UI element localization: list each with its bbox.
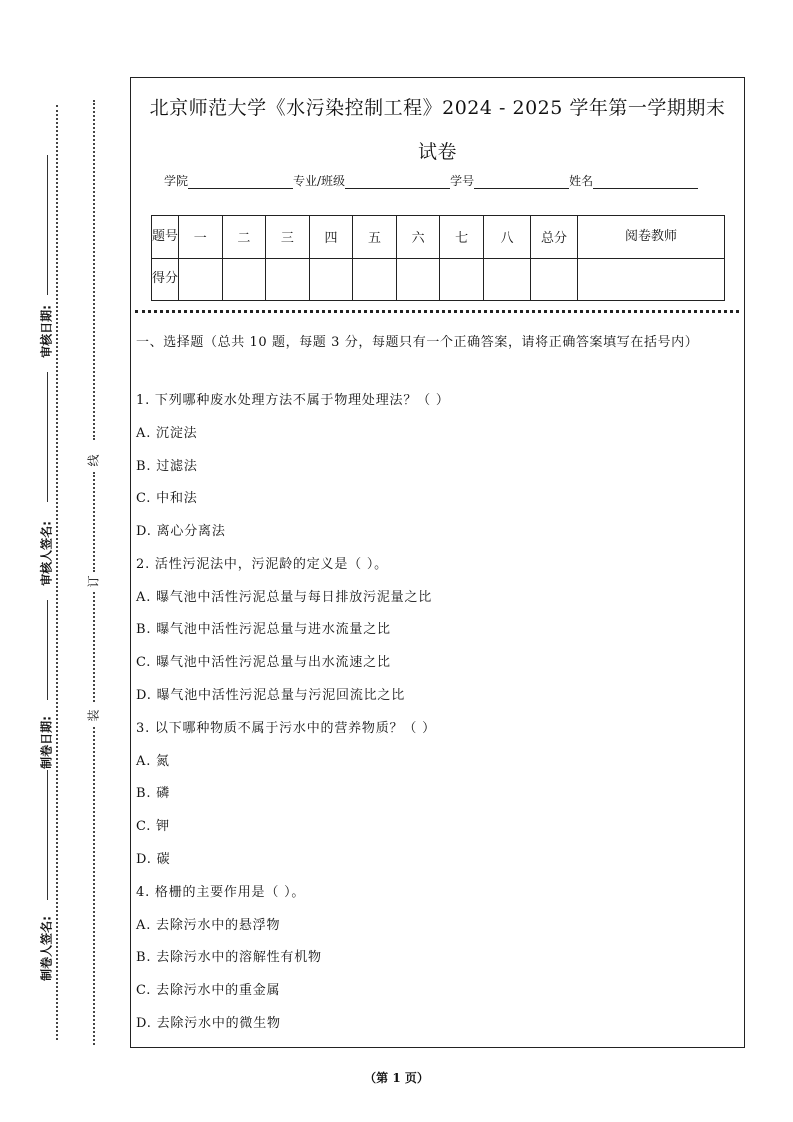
name-label: 姓名 xyxy=(569,174,594,188)
cut-line-seg-2 xyxy=(93,472,95,572)
outer-dotted-line xyxy=(56,105,58,1040)
question-1-option-a: A. 沉淀法 xyxy=(136,426,198,441)
score-q3[interactable] xyxy=(266,258,310,301)
cell-defen: 得分 xyxy=(152,258,179,301)
question-4-option-d: D. 去除污水中的微生物 xyxy=(136,1016,281,1031)
score-q4[interactable] xyxy=(309,258,353,301)
review-date-label: 审核日期: xyxy=(39,305,54,358)
score-q5[interactable] xyxy=(353,258,397,301)
cell-grader: 阅卷教师 xyxy=(578,216,725,259)
question-3-option-a: A. 氮 xyxy=(136,754,170,769)
review-date-line xyxy=(47,155,48,295)
score-q7[interactable] xyxy=(440,258,484,301)
name-field[interactable] xyxy=(593,188,698,189)
question-3-option-b: B. 磷 xyxy=(136,786,171,801)
cell-q2: 二 xyxy=(222,216,266,259)
cell-total: 总分 xyxy=(531,216,578,259)
make-date-line xyxy=(47,600,48,700)
question-1-option-c: C. 中和法 xyxy=(136,491,198,506)
question-3-option-d: D. 碳 xyxy=(136,852,171,867)
cell-q1: 一 xyxy=(179,216,223,259)
score-total[interactable] xyxy=(531,258,578,301)
question-1-option-d: D. 离心分离法 xyxy=(136,524,226,539)
question-4-option-a: A. 去除污水中的悬浮物 xyxy=(136,918,281,933)
zhuang-char: 装 xyxy=(86,709,101,722)
cell-q3: 三 xyxy=(266,216,310,259)
question-4-option-c: C. 去除污水中的重金属 xyxy=(136,983,281,998)
score-q8[interactable] xyxy=(484,258,531,301)
student-info xyxy=(164,172,698,189)
question-2-option-b: B. 曝气池中活性污泥总量与进水流量之比 xyxy=(136,622,391,637)
cell-q6: 六 xyxy=(396,216,440,259)
title-line-2: 试卷 xyxy=(417,141,457,163)
exam-title xyxy=(132,86,743,174)
id-label: 学号 xyxy=(450,174,475,188)
score-q1[interactable] xyxy=(179,258,223,301)
id-field[interactable] xyxy=(474,188,569,189)
cell-tihao: 题号 xyxy=(152,216,179,259)
question-2-option-c: C. 曝气池中活性污泥总量与出水流速之比 xyxy=(136,655,391,670)
make-date-label: 制卷日期: xyxy=(39,716,54,769)
score-table-header-row xyxy=(152,216,725,259)
question-4-option-b: B. 去除污水中的溶解性有机物 xyxy=(136,950,322,965)
question-1-option-b: B. 过滤法 xyxy=(136,459,198,474)
major-field[interactable] xyxy=(345,188,450,189)
reviewer-sign-line xyxy=(47,372,48,502)
maker-sign-line xyxy=(47,770,48,900)
cell-q8: 八 xyxy=(484,216,531,259)
cut-line-seg-4 xyxy=(93,727,95,1045)
college-label: 学院 xyxy=(164,174,189,188)
section-heading: 一、选择题（总共 10 题，每题 3 分，每题只有一个正确答案，请将正确答案填写在括号内） xyxy=(136,335,699,350)
cut-line-seg-1 xyxy=(93,100,95,440)
title-line-1: 北京师范大学《水污染控制工程》2024 - 2025 学年第一学期期末 xyxy=(149,97,726,119)
question-4-stem: 4. 格栅的主要作用是（ ）。 xyxy=(136,885,306,900)
question-3-option-c: C. 钾 xyxy=(136,819,170,834)
question-2-option-d: D. 曝气池中活性污泥总量与污泥回流比之比 xyxy=(136,688,406,703)
score-table xyxy=(151,215,725,301)
score-grader[interactable] xyxy=(578,258,725,301)
question-2-option-a: A. 曝气池中活性污泥总量与每日排放污泥量之比 xyxy=(136,590,433,605)
question-2-stem: 2. 活性污泥法中，污泥龄的定义是（ ）。 xyxy=(136,557,388,572)
score-q6[interactable] xyxy=(396,258,440,301)
cut-line-seg-3 xyxy=(93,592,95,702)
separator-dotted xyxy=(135,310,739,313)
page-number: （第 1 页） xyxy=(364,1071,429,1085)
question-1-stem: 1. 下列哪种废水处理方法不属于物理处理法？（ ） xyxy=(136,393,450,408)
maker-sign-label: 制卷人签名: xyxy=(39,916,54,981)
college-field[interactable] xyxy=(188,188,293,189)
xian-char: 线 xyxy=(86,454,101,467)
reviewer-sign-label: 审核人签名: xyxy=(39,521,54,586)
question-3-stem: 3. 以下哪种物质不属于污水中的营养物质？（ ） xyxy=(136,721,436,736)
score-table-score-row xyxy=(152,258,725,301)
ding-char: 订 xyxy=(86,575,101,588)
score-q2[interactable] xyxy=(222,258,266,301)
cell-q4: 四 xyxy=(309,216,353,259)
cell-q7: 七 xyxy=(440,216,484,259)
cell-q5: 五 xyxy=(353,216,397,259)
major-label: 专业/班级 xyxy=(293,174,346,188)
